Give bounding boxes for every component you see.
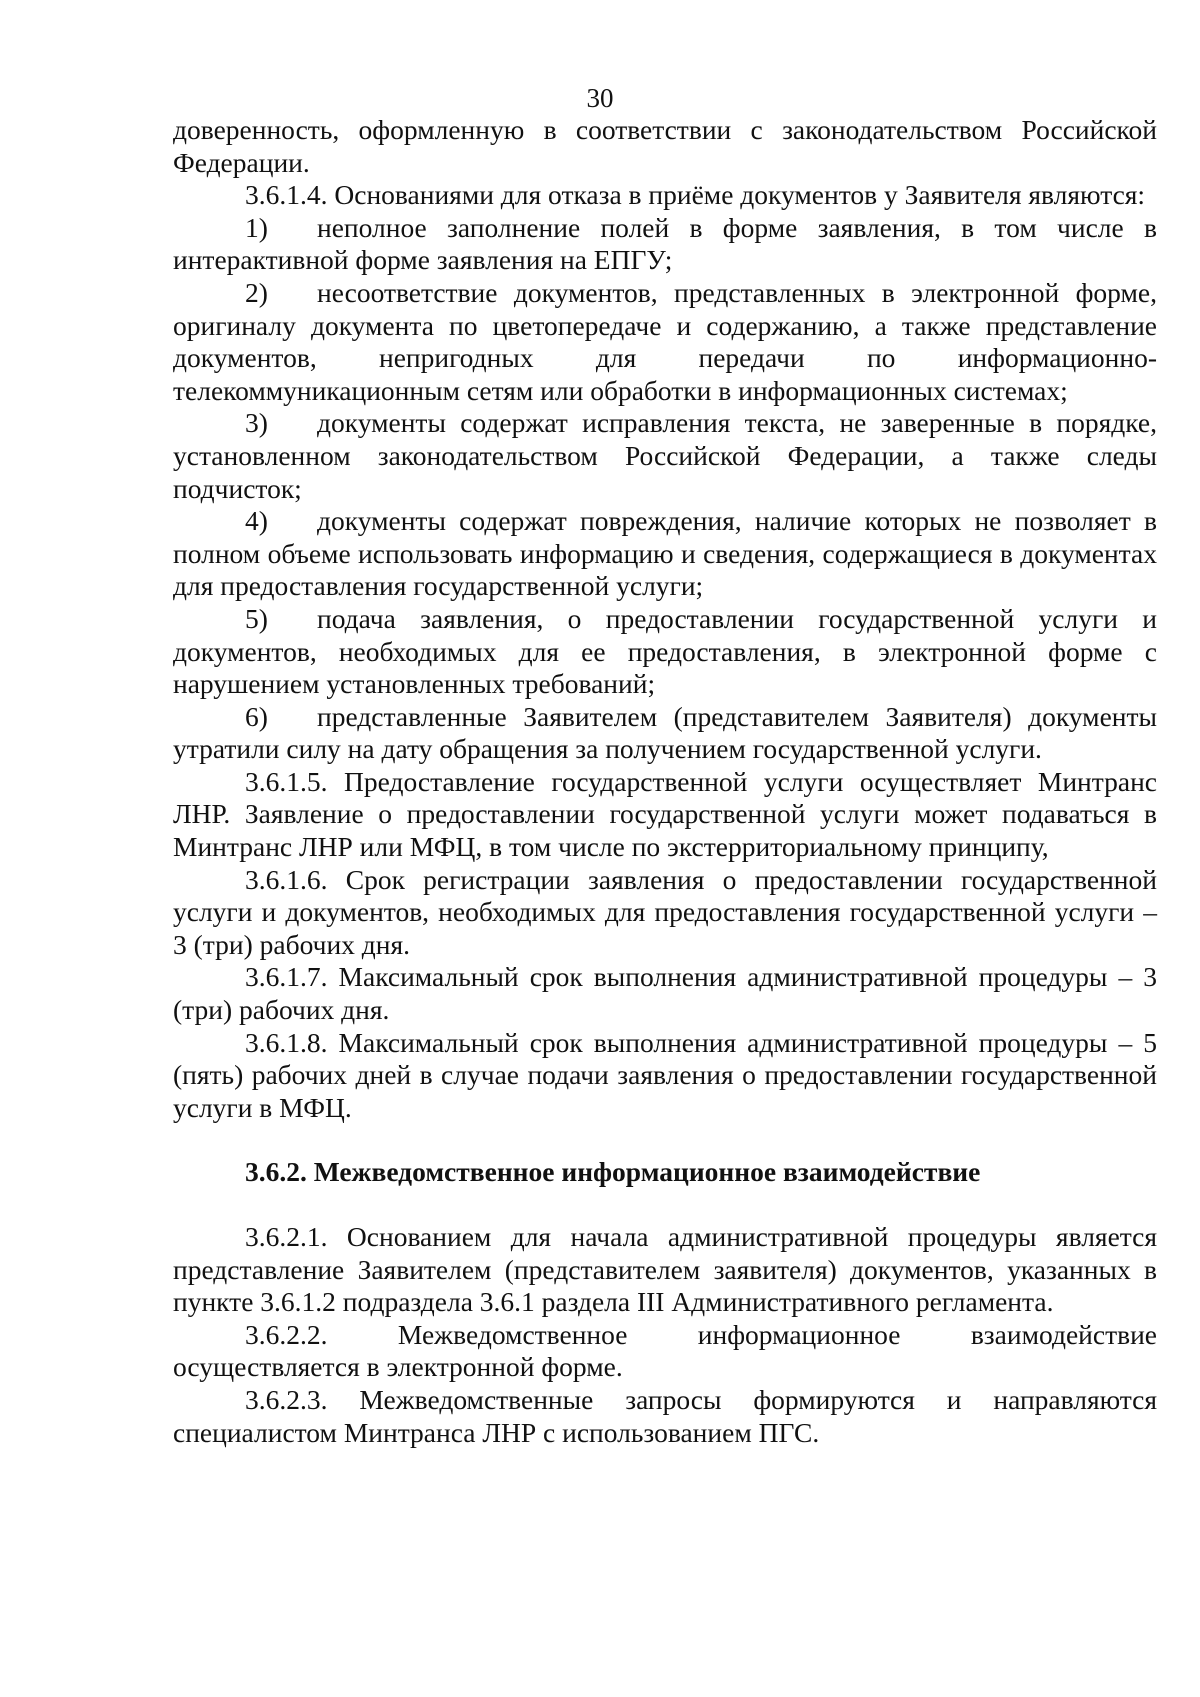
list-item-text: документы содержат повреждения, наличие которых не позволяет в полном объеме использовать информацию и сведения, содержащиеся в документах для предоставления государственной услуги; bbox=[173, 505, 1157, 602]
clause-3-6-2-1: 3.6.2.1. Основанием для начала административной процедуры является представление Заявителем (представителем заявителя) документов, указанных в пункте 3.6.1.2 подраздела 3.6.1 раздела III Административного регламента. bbox=[173, 1221, 1157, 1318]
list-item-number: 1) bbox=[245, 211, 268, 243]
list-item-number: 2) bbox=[245, 276, 268, 308]
refusal-ground-item-5 bbox=[173, 603, 1157, 701]
clause-3-6-2-3: 3.6.2.3. Межведомственные запросы формируются и направляются специалистом Минтранса ЛНР с использованием ПГС. bbox=[173, 1383, 1157, 1448]
list-item-text: документы содержат исправления текста, не заверенные в порядке, установленном законодательством Российской Федерации, а также следы подчисток; bbox=[173, 407, 1157, 504]
section-heading-3-6-2: 3.6.2. Межведомственное информационное взаимодействие bbox=[245, 1156, 981, 1188]
list-item-text: неполное заполнение полей в форме заявления, в том числе в интерактивной форме заявления на ЕПГУ; bbox=[173, 211, 1157, 276]
list-item-text: несоответствие документов, представленных в электронной форме, оригиналу документа по цветопередаче и содержанию, а также представление документов, непригодных для передачи по информационно-телекоммуникационным сетям или обработки в информационных системах; bbox=[173, 276, 1157, 406]
clause-3-6-1-5: 3.6.1.5. Предоставление государственной услуги осуществляет Минтранс ЛНР. Заявление о предоставлении государственной услуги может подаваться в Минтранс ЛНР или МФЦ, в том числе по экстерриториальному принципу, bbox=[173, 765, 1157, 863]
list-item-number: 5) bbox=[245, 602, 268, 634]
page-number: 30 bbox=[586, 83, 614, 113]
list-item-number: 4) bbox=[245, 505, 268, 537]
refusal-ground-item-3 bbox=[173, 407, 1157, 505]
list-item-text: подача заявления, о предоставлении государственной услуги и документов, необходимых для ее предоставления, в электронной форме с нарушением установленных требований; bbox=[173, 602, 1157, 700]
refusal-ground-item-4 bbox=[173, 505, 1157, 603]
continuation-paragraph: доверенность, оформленную в соответствии с законодательством Российской Федерации. bbox=[173, 114, 1157, 178]
clause-3-6-1-6: 3.6.1.6. Срок регистрации заявления о предоставлении государственной услуги и документов, необходимых для предоставления государственной услуги – 3 (три) рабочих дня. bbox=[173, 863, 1157, 960]
document-body bbox=[173, 114, 1157, 1449]
refusal-ground-item-1 bbox=[173, 212, 1157, 277]
list-item-text: представленные Заявителем (представителем Заявителя) документы утратили силу на дату обращения за получением государственной услуги. bbox=[173, 700, 1157, 765]
clause-3-6-2-2: 3.6.2.2. Межведомственное информационное взаимодействие осуществляется в электронной форме. bbox=[173, 1318, 1157, 1383]
refusal-ground-item-6 bbox=[173, 701, 1157, 766]
list-item-number: 3) bbox=[245, 407, 268, 439]
clause-3-6-1-8: 3.6.1.8. Максимальный срок выполнения административной процедуры – 5 (пять) рабочих дней в случае подачи заявления о предоставлении государственной услуги в МФЦ. bbox=[173, 1026, 1157, 1123]
refusal-ground-item-2 bbox=[173, 277, 1157, 407]
clause-3-6-1-4: 3.6.1.4. Основаниями для отказа в приёме документов у Заявителя являются: bbox=[245, 179, 1146, 211]
clause-3-6-1-7: 3.6.1.7. Максимальный срок выполнения административной процедуры – 3 (три) рабочих дня. bbox=[173, 961, 1157, 1026]
list-item-number: 6) bbox=[245, 700, 268, 732]
